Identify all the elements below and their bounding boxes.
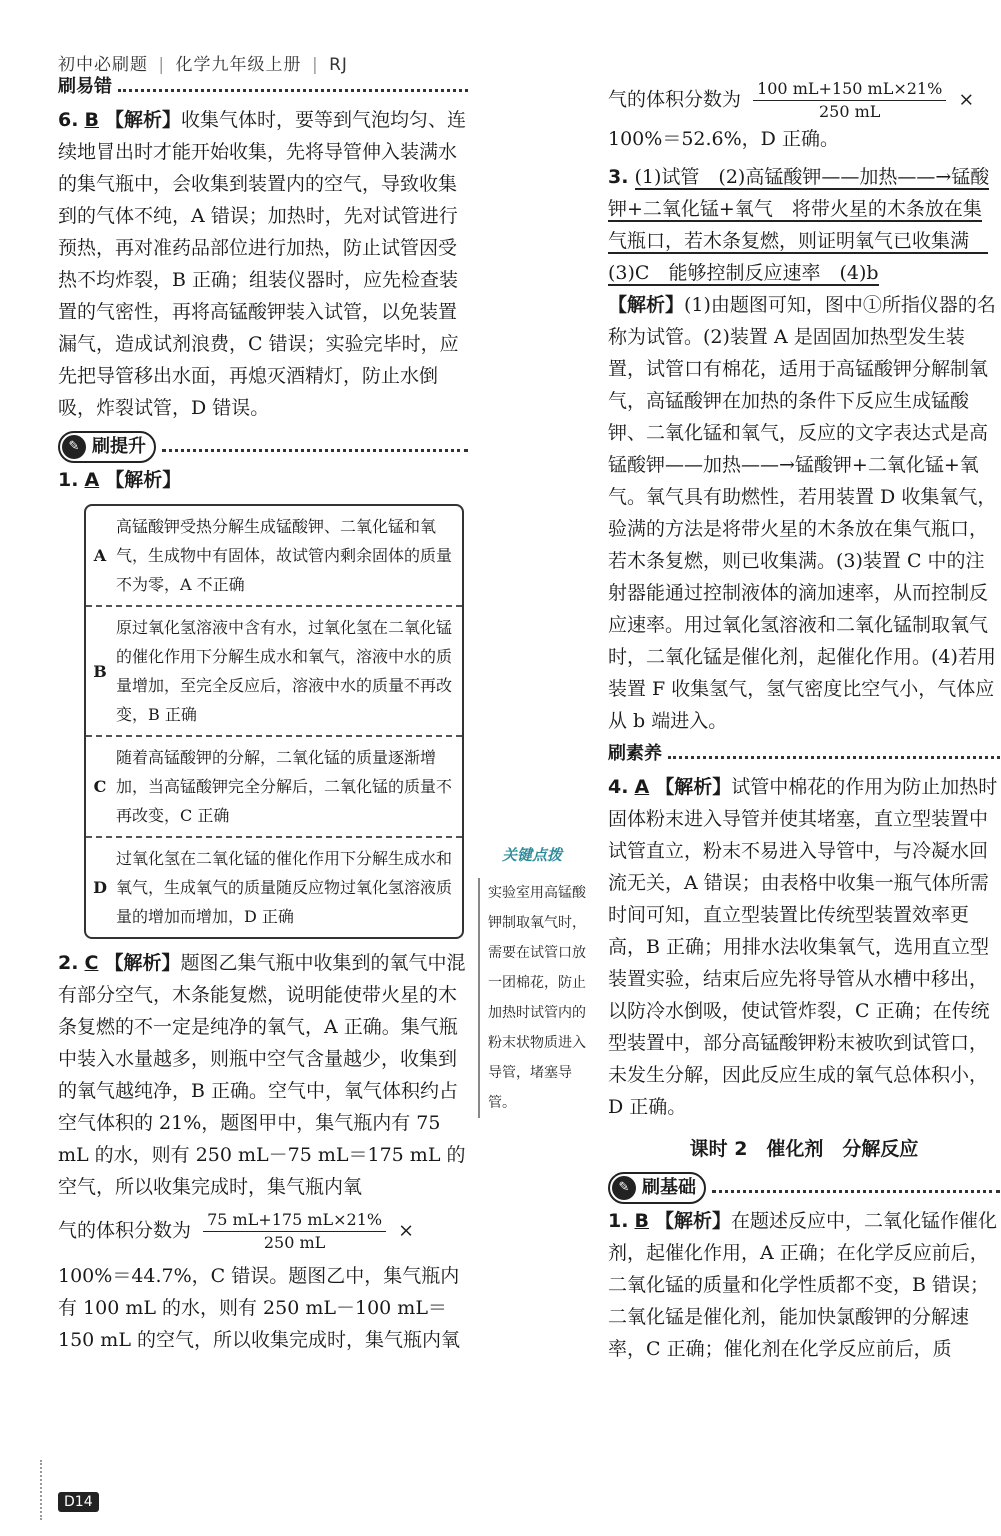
- question-6: 6. B 【解析】收集气体时，要等到气泡均匀、连续地冒出时才能开始收集，先将导管伸入装满水的集气瓶中，会收集到装置内的空气，导致收集到的气体不纯，A 错误；加热时，先对试管进行预热，再对准药品部位进行加热，防止试管因受热不均炸裂，B 正确；组装仪器时，应先检查装置的气密性，再将高锰酸钾装入试管，以免装置漏气，造成试剂浪费，C 错误；实验完毕时，应先把导管移出水面，再熄灭酒精灯，防止水倒吸，炸裂试管，D 错误。: [58, 109, 467, 419]
- fraction: $\frac{75 mL+175 mL\times 21\%}{250 mL}$: [203, 1209, 386, 1254]
- continued-fraction-line: 气的体积分数为 $\frac{100 mL+150 mL\times 21\%}{250 mL}$ ×: [608, 79, 975, 121]
- question-2-continued: 100%＝44.7%，C 错误。题图乙中，集气瓶内有 100 mL 的水，则有 250 mL－100 mL＝150 mL 的空气，所以收集完成时，集气瓶内氧: [58, 1265, 460, 1351]
- subject-name: 化学九年级上册: [175, 55, 302, 75]
- table-row: C 随着高锰酸钾的分解，二氧化锰的质量逐渐增加，当高锰酸钾完全分解后，二氧化锰的质量不再改变，C 正确: [86, 737, 462, 838]
- analysis-table: [84, 504, 464, 939]
- page-number: D14: [58, 1492, 99, 1512]
- question-3: 3. (1)试管 (2)高锰酸钾——加热——→锰酸钾+二氧化锰+氧气 将带火星的木条放在集气瓶口，若木条复燃，则证明氧气已收集满 (3)C 能够控制反应速率 (4)b: [608, 166, 990, 284]
- table-row: B 原过氧化氢溶液中含有水，过氧化氢在二氧化锰的催化作用下分解生成水和氧气，溶液中水的质量增加，至完全反应后，溶液中水的质量不再改变，B 正确: [86, 607, 462, 737]
- basic-question-1: 1. B 【解析】在题述反应中，二氧化锰作催化剂，起催化作用，A 正确；在化学反应前后，二氧化锰的质量和化学性质都不变，B 错误；二氧化锰是催化剂，能加快氯酸钾的分解速率，C 正确；催化剂在化学反应前后，质: [608, 1210, 998, 1360]
- fraction: $\frac{100 mL+150 mL\times 21\%}{250 mL}$: [753, 78, 946, 123]
- section-easy-error: 刷易错: [58, 70, 468, 104]
- right-column: 气的体积分数为 $\frac{100 mL+150 mL\times 21\%}{250 mL}$ × 100%＝52.6%，D 正确。 3. (1)试管 (2)高锰酸钾——加热——→锰酸钾+二氧化锰+氧气 将带火星的木条放在集气瓶口，若木条复燃，则证明氧气已收集满 (3)C 能够控制反应速率 (4)b 【解析】(1)由题图可知，图中①所指仪器的名称为试管。(2)装置 A 是固固加热型发生装置，试管口有棉花，适用于高锰酸钾分解制氧气，高锰酸钾在加热的条件下反应生成锰酸钾、二氧化锰和氧气，反应的文字表达式是高锰酸钾——加热——→锰酸钾+二氧化锰+氧气。氧气具有助燃性，若用装置 D 收集氧气，验满的方法是将带火星的木条放在集气瓶口，若木条复燃，则已收集满。(3)装置 C 中的注射器能通过控制液体的滴加速率，从而控制反应速率。用过氧化氢溶液和二氧化锰制取氧气时，二氧化锰是催化剂，起催化作用。(4)若用装置 F 收集氢气，氢气密度比空气小，气体应从 b 端进入。 刷素养 4. A 【解析】试管中棉花的作用为防止加热时固体粉末进入导管并使其堵塞，直立型装置中试管直立，粉末不易进入导管中，与冷凝水回流无关，A 错误；由表格中收集一瓶气体所需时间可知，直立型装置比传统型装置效率更高，B 正确；用排水法收集氧气，选用直立型装置实验，结束后应先将导管从水槽中移出，以防冷水倒吸，使试管炸裂，C 正确；在传统型装置中，部分高锰酸钾粉末被吹到试管口，未发生分解，因此反应生成的氧气总体积小，D 正确。 课时 2 催化剂 分解反应 ✎ 刷基础 1. B 【解析】在题述反应中，二氧化锰作催化剂，起催化作用，A 正确；在化学反应前后，二氧化锰的质量和化学性质都不变，B 错误；二氧化锰是催化剂，能加快氯酸钾的分解速率，C 正确；催化剂在化学反应前后，质: [608, 78, 1000, 1365]
- section-improve: ✎ 刷提升: [58, 430, 468, 464]
- question-1: 1. A 【解析】: [58, 469, 182, 491]
- left-column: [58, 70, 468, 1356]
- question-2: 2. C 【解析】题图乙集气瓶中收集到的氧气中混有部分空气，木条能复燃，说明能使带火星的木条复燃的不一定是纯净的氧气，A 正确。集气瓶中装入水量越多，则瓶中空气含量越少，收集到的氧气越纯净，B 正确。空气中，氧气体积约占空气体积的 21%，题图甲中，集气瓶内有 75 mL 的水，则有 250 mL－75 mL＝175 mL 的空气，所以收集完成时，集气瓶内氧: [58, 952, 466, 1198]
- question-4: 4. A 【解析】试管中棉花的作用为防止加热时固体粉末进入导管并使其堵塞，直立型装置中试管直立，粉末不易进入导管中，与冷凝水回流无关，A 错误；由表格中收集一瓶气体所需时间可知，直立型装置比传统型装置效率更高，B 正确；用排水法收集氧气，选用直立型装置实验，结束后应先将导管从水槽中移出，以防冷水倒吸，使试管炸裂，C 正确；在传统型装置中，部分高锰酸钾粉末被吹到试管口，未发生分解，因此反应生成的氧气总体积小，D 正确。: [608, 776, 998, 1118]
- lesson-title: 课时 2 催化剂 分解反应: [689, 1138, 919, 1160]
- section-basic: ✎ 刷基础: [608, 1171, 1000, 1205]
- page-header: 初中必刷题 | 化学九年级上册 | RJ: [58, 55, 348, 75]
- pen-icon: ✎: [612, 1176, 636, 1200]
- table-row: A 高锰酸钾受热分解生成锰酸钾、二氧化锰和氧气，生成物中有固体，故试管内剩余固体的质量不为零，A 不正确: [86, 506, 462, 607]
- series-name: 初中必刷题: [58, 55, 148, 75]
- fraction-line: 气的体积分数为 $\frac{75 mL+175 mL\times 21\%}{250 mL}$ ×: [58, 1210, 415, 1252]
- edition-name: RJ: [329, 55, 348, 75]
- page-edge-dots: [40, 1460, 48, 1520]
- pen-icon: ✎: [62, 435, 86, 459]
- question-3-analysis: 【解析】(1)由题图可知，图中①所指仪器的名称为试管。(2)装置 A 是固固加热型发生装置，试管口有棉花，适用于高锰酸钾分解制氧气，高锰酸钾在加热的条件下反应生成锰酸钾、二氧化锰和氧气，反应的文字表达式是高锰酸钾——加热——→锰酸钾+二氧化锰+氧气。氧气具有助燃性，若用装置 D 收集氧气，验满的方法是将带火星的木条放在集气瓶口，若木条复燃，则已收集满。(3)装置 C 中的注射器能通过控制液体的滴加速率，从而控制反应速率。用过氧化氢溶液和二氧化锰制取氧气时，二氧化锰是催化剂，起催化作用。(4)若用装置 F 收集氢气，氢气密度比空气小，气体应从 b 端进入。: [608, 294, 997, 732]
- section-literacy: 刷素养: [608, 737, 1000, 771]
- table-row: D 过氧化氢在二氧化锰的催化作用下分解生成水和氧气，生成氧气的质量随反应物过氧化氢溶液质量的增加而增加，D 正确: [93, 849, 453, 926]
- key-tip: 关键点拨 实验室用高锰酸钾制取氧气时，需要在试管口放一团棉花，防止加热时试管内的粉末状物质进入导管，堵塞导管。: [478, 840, 586, 1118]
